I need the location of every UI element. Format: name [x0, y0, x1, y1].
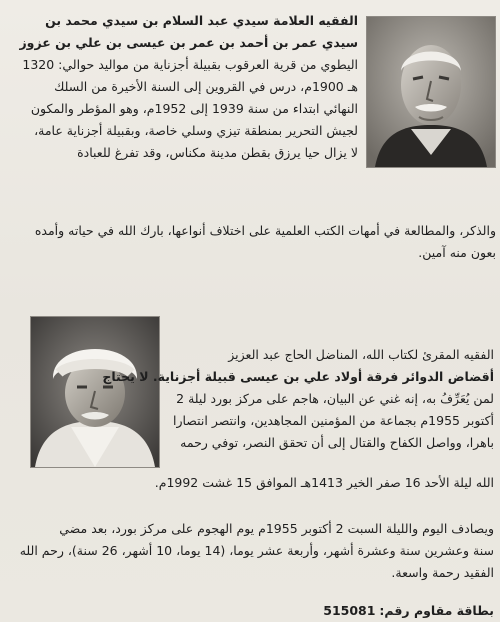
bio1-line-8: والذكر، والمطالعة في أمهات الكتب العلمية على اختلاف أنواعها، بارك الله في حياته وأمده — [34, 223, 496, 238]
bio1-line-6: لجيش التحرير بمنطقة تيزي وسلي خاصة، وبقبيلة أجزناية عامة، — [34, 123, 358, 138]
portrait-photo-1 — [366, 16, 496, 168]
portrait-man-turban — [31, 317, 159, 467]
bio2-line-2: أقضاض الدوائر فرقة أولاد علي بن عيسى قبيلة أجزناية. لا يحتاج — [102, 369, 494, 384]
card-number: 515081 — [323, 603, 376, 618]
anniversary-paragraph — [10, 518, 494, 584]
card-label: بطاقة مقاوم رقم: — [379, 603, 494, 618]
resistance-card-line — [280, 600, 494, 622]
bio1-line-9: بعون منه آمين. — [418, 245, 496, 260]
bio3-line-3: الفقيد رحمة واسعة. — [391, 565, 494, 580]
bio3-line-1: ويصادف اليوم والليلة السبت 2 أكتوبر 1955م يوم الهجوم على مركز بورد، بعد مضي — [59, 521, 494, 536]
biography-1-text — [2, 10, 358, 164]
bio1-line-4: هـ 1900م، درس في القروين إلى السنة الأخيرة من السلك — [54, 79, 358, 94]
bio2-line-4: أكتوبر 1955م بجماعة من المؤمنين المجاهدين، وانتصر انتصارا — [172, 413, 494, 428]
portrait-elderly-man — [367, 17, 495, 167]
bio1-line-7: لا يزال حيا يرزق بقطن مدينة مكناس، وقد تفرغ للعبادة — [77, 145, 358, 160]
portrait-photo-2 — [30, 316, 160, 468]
bio2-line-5: باهرا، وواصل الكفاح والقتال إلى أن تحقق النصر، توفي رحمه — [180, 435, 494, 450]
biography-1-continuation — [2, 186, 496, 264]
bio1-line-2: سيدي عمر بن أحمد بن عمر بن عيسى بن علي بن عزوز — [19, 35, 358, 50]
bio2-line-6: الله ليلة الأحد 16 صفر الخير 1413هـ الموافق 15 غشت 1992م. — [154, 475, 494, 490]
biography-2-text — [102, 344, 494, 454]
biography-2-continuation — [10, 450, 494, 494]
bio1-line-3: اليطوي من قرية العرقوب بقبيلة أجزناية من مواليد حوالي: 1320 — [22, 57, 358, 72]
bio3-line-2: سنة وعشرين سنة وعشرة أشهر، وأربعة عشر يوما، (14 يوما، 10 أشهر، 26 سنة)، رحم الله — [19, 543, 494, 558]
bio2-line-1: الفقيه المقرئ لكتاب الله، المناضل الحاج عبد العزيز — [228, 347, 494, 362]
bio1-line-1: الفقيه العلامة سيدي عبد السلام بن سيدي محمد بن — [45, 13, 358, 28]
bio1-line-5: النهائي ابتداء من سنة 1939 إلى 1952م، وهو المؤطر والمكون — [30, 101, 358, 116]
bio2-line-3: لمن يُعَرِّفُ به، إنه غني عن البيان، هاجم على مركز بورد ليلة 2 — [176, 391, 494, 406]
